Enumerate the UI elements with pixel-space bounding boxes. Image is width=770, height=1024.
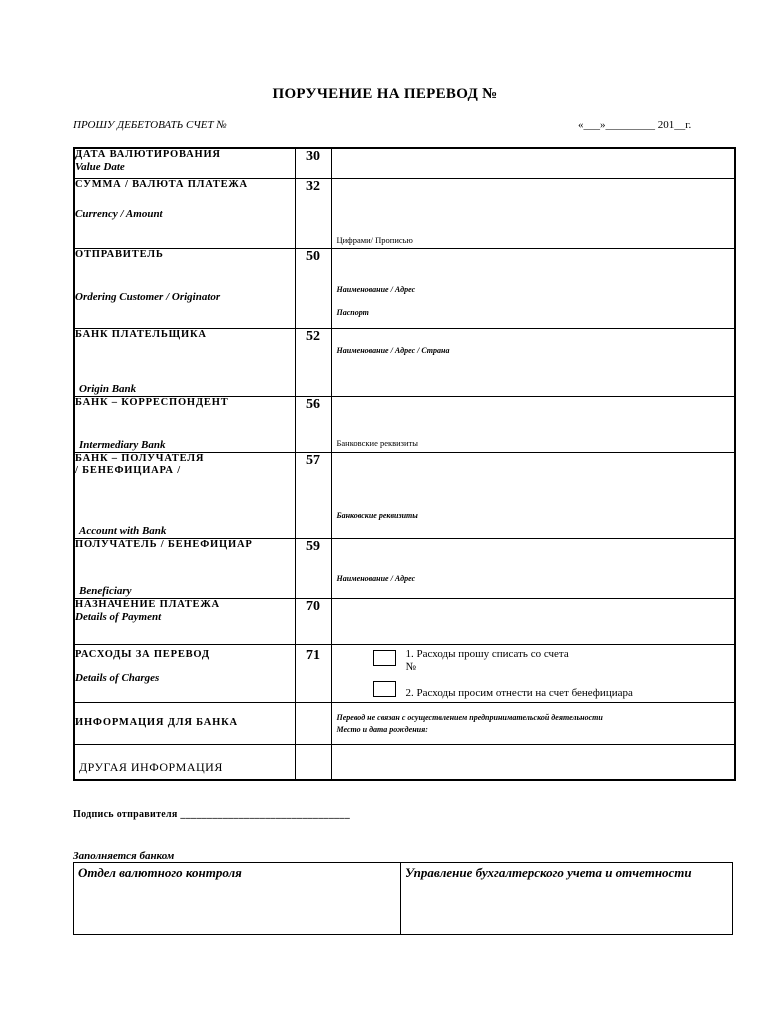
field-code-50: 50: [295, 248, 331, 328]
charges-options: [331, 644, 735, 702]
correspondent-label-en: Intermediary Bank: [79, 438, 166, 451]
row-amount: [74, 178, 735, 248]
date-line: «___»_________ 201__г.: [578, 119, 692, 131]
charges-option2-label: 2. Расходы просим отнести на счет бенефициара: [405, 686, 633, 699]
charges-option1-checkbox[interactable]: [373, 650, 396, 666]
row-sender: [74, 248, 735, 328]
field-code-70: 70: [295, 598, 331, 644]
beneficiary-bank-label-ru2: / БЕНЕФИЦИАРА /: [75, 464, 181, 476]
transfer-form-table: [73, 147, 736, 781]
other-info-input[interactable]: [331, 744, 735, 780]
payer-bank-note: Наименование / Адрес / Страна: [336, 345, 450, 355]
amount-label-ru: СУММА / ВАЛЮТА ПЛАТЕЖА: [75, 178, 248, 190]
sender-label-en: Ordering Customer / Originator: [75, 290, 221, 303]
charges-label-ru: РАСХОДЫ ЗА ПЕРЕВОД: [75, 648, 210, 660]
charges-option1-account: №: [405, 660, 416, 673]
accounting-cell: Управление бухгалтерского учета и отчетности: [401, 863, 733, 935]
payer-bank-input[interactable]: [331, 328, 735, 396]
bank-info-note1: Перевод не связан с осуществлением предпринимательской деятельности: [336, 712, 603, 722]
field-code-30: 30: [295, 148, 331, 178]
beneficiary-bank-note: Банковские реквизиты: [336, 510, 418, 520]
value-date-input[interactable]: [331, 148, 735, 178]
row-other-info: [74, 744, 735, 780]
sender-note-passport: Паспорт: [336, 307, 369, 317]
purpose-label-en: Details of Payment: [75, 610, 162, 623]
row-payer-bank: [74, 328, 735, 396]
sender-note-name: Наименование / Адрес: [336, 284, 416, 294]
correspondent-input[interactable]: [331, 396, 735, 452]
row-beneficiary-bank: [74, 452, 735, 538]
beneficiary-input[interactable]: [331, 538, 735, 598]
correspondent-note: Банковские реквизиты: [336, 437, 419, 448]
beneficiary-bank-label-ru1: БАНК – ПОЛУЧАТЕЛЯ: [75, 452, 205, 464]
beneficiary-label-en: Beneficiary: [79, 584, 132, 597]
purpose-input[interactable]: [331, 598, 735, 644]
amount-label-en: Currency / Amount: [75, 207, 163, 220]
row-bank-info: [74, 702, 735, 744]
beneficiary-note: Наименование / Адрес: [336, 573, 416, 583]
bank-info-note2: Место и дата рождения:: [336, 724, 428, 734]
debit-account-label: ПРОШУ ДЕБЕТОВАТЬ СЧЕТ №: [73, 119, 227, 131]
beneficiary-label-ru: ПОЛУЧАТЕЛЬ / БЕНЕФИЦИАР: [75, 538, 253, 550]
bank-info-label: ИНФОРМАЦИЯ ДЛЯ БАНКА: [75, 717, 238, 728]
row-charges: [74, 644, 735, 702]
field-code-52: 52: [295, 328, 331, 396]
field-code-32: 32: [295, 178, 331, 248]
beneficiary-bank-input[interactable]: [331, 452, 735, 538]
other-info-label: ДРУГАЯ ИНФОРМАЦИЯ: [79, 760, 223, 774]
row-value-date: [74, 148, 735, 178]
correspondent-label-ru: БАНК – КОРРЕСПОНДЕНТ: [75, 396, 229, 408]
purpose-label-ru: НАЗНАЧЕНИЕ ПЛАТЕЖА: [75, 598, 220, 610]
field-code-56: 56: [295, 396, 331, 452]
payer-bank-label-en: Origin Bank: [79, 382, 137, 395]
amount-input[interactable]: [331, 178, 735, 248]
charges-label-en: Details of Charges: [75, 671, 160, 684]
field-code-59: 59: [295, 538, 331, 598]
field-code-71: 71: [295, 644, 331, 702]
charges-option2-checkbox[interactable]: [373, 681, 396, 697]
amount-note: Цифрами/ Прописью: [336, 234, 413, 245]
bank-fill-label: Заполняется банком: [73, 850, 175, 862]
sender-signature-line: Подпись отправителя ________________________________: [73, 809, 351, 820]
payer-bank-label-ru: БАНК ПЛАТЕЛЬЩИКА: [75, 328, 207, 340]
value-date-label-en: Value Date: [75, 161, 125, 173]
beneficiary-bank-label-en: Account with Bank: [79, 524, 167, 537]
bank-info-input[interactable]: [331, 702, 735, 744]
sender-input[interactable]: [331, 248, 735, 328]
bank-use-table: [73, 862, 733, 935]
row-correspondent-bank: [74, 396, 735, 452]
currency-control-cell: Отдел валютного контроля: [74, 863, 401, 935]
row-beneficiary: [74, 538, 735, 598]
value-date-label-ru: ДАТА ВАЛЮТИРОВАНИЯ: [75, 149, 221, 160]
sender-label-ru: ОТПРАВИТЕЛЬ: [75, 248, 164, 260]
page-title: ПОРУЧЕНИЕ НА ПЕРЕВОД №: [272, 86, 498, 102]
charges-option1-label: 1. Расходы прошу списать со счета: [405, 647, 569, 660]
field-code-57: 57: [295, 452, 331, 538]
row-purpose: [74, 598, 735, 644]
